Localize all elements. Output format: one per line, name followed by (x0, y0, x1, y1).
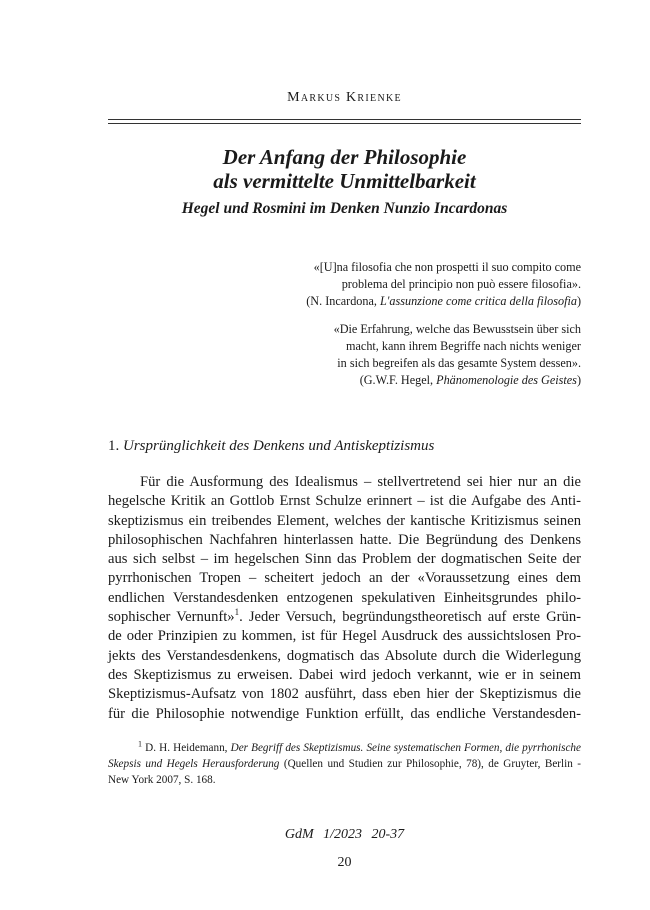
article-title-line1: Der Anfang der Philosophie (222, 145, 467, 169)
body-line: aus sich selbst – im hegelschen Sinn das Problem der dogmatischen Seite der (108, 551, 581, 568)
footnote-title-cont: Skepsis und Hegels Herausforderung (108, 758, 280, 770)
body-line (108, 608, 581, 627)
running-head: Markus Krienke (287, 90, 402, 105)
body-line: hegelsche Kritik an Gottlob Ernst Schulze erinnert – ist die Aufgabe des Anti- (108, 493, 581, 510)
epigraph-line: «Die Erfahrung, welche das Bewusstsein über sich (333, 322, 581, 336)
footnote-reference[interactable]: 1 (234, 607, 240, 618)
section-number: 1. (108, 438, 123, 454)
body-line: skeptizismus ein treibendes Element, welches der kantische Kritizismus seinen (108, 512, 581, 529)
epigraph-source (334, 372, 581, 389)
epigraph-source (306, 293, 581, 310)
epigraph-source-suffix: ) (576, 294, 581, 308)
body-line: pyrrhonischen Tropen – scheitert jedoch an der «Voraussetzung eines dem (108, 570, 581, 587)
page-number: 20 (337, 855, 352, 870)
epigraph-line: macht, kann ihrem Begriffe nach nichts weniger (346, 339, 581, 353)
header-rule-bottom (108, 123, 581, 124)
journal-reference: GdM 1/2023 20-37 (284, 827, 405, 842)
footnote-line: New York 2007, S. 168. (108, 774, 216, 786)
epigraph-line: in sich begreifen als das gesamte System dessen». (337, 356, 581, 370)
header-rule-top (108, 119, 581, 120)
epigraph-source-prefix: (N. Incardona, (306, 294, 381, 308)
epigraph-hegel (334, 321, 581, 389)
footnote-publisher: (Quellen und Studien zur Philosophie, 78), de Gruyter, Berlin - (279, 758, 581, 770)
footnote-line (108, 740, 581, 756)
body-line: Für die Ausformung des Idealismus – stellvertretend sei hier nur an die (140, 474, 581, 490)
section-title: Ursprünglichkeit des Denkens und Antiskeptizismus (123, 438, 435, 454)
body-line: philosophischen Nachfahren hinterlassen hatte. Die Begründung des Denkens (108, 531, 581, 548)
body-line: für die Philosophie notwendige Funktion erfüllt, das endliche Verstandesden- (108, 705, 581, 722)
section-heading (108, 438, 434, 455)
article-title-line2: als vermittelte Unmittelbarkeit (213, 169, 476, 193)
body-line-end: . Jeder Versuch, begründungstheoretisch auf erste Grün- (239, 609, 581, 626)
body-line: Skeptizismus-Aufsatz von 1802 ausführt, dass eben hier der Skeptizismus die (108, 686, 581, 703)
epigraph-line: problema del principio non può essere filosofia». (341, 277, 581, 291)
footnote-title: Der Begriff des Skeptizismus. Seine systematischen Formen, die pyrrhonische (230, 742, 581, 754)
epigraph-source-prefix: (G.W.F. Hegel, (359, 373, 437, 387)
epigraph-incardona (306, 259, 581, 310)
footnote-number: 1 (138, 739, 142, 749)
body-line: jekts des Verstandesdenkens, dogmatisch das Absolute durch die Widerlegung (108, 647, 581, 664)
body-line: de oder Prinzipien zu kommen, ist für Hegel Ausdruck des aussichtslosen Pro- (108, 628, 581, 645)
epigraph-source-suffix: ) (576, 373, 581, 387)
body-paragraph (108, 473, 581, 724)
body-line-start: sophischer Vernunft» (108, 609, 235, 626)
footnote-line (108, 756, 581, 772)
epigraph-source-title: Phänomenologie des Geistes (436, 373, 577, 387)
epigraph-source-title: L'assunzione come critica della filosofia (380, 294, 577, 308)
epigraph-line: «[U]na filosofia che non prospetti il suo compito come (313, 260, 581, 274)
body-line: endlichen Verstandesdenken entzogenen spekulativen Einheitsgrundes philo- (108, 589, 581, 606)
footnote (108, 740, 581, 788)
body-line: des Skeptizismus zu erweisen. Dabei wird jedoch verkannt, wie er in seinem (108, 666, 581, 683)
footnote-author: D. H. Heidemann, (142, 742, 231, 754)
article-subtitle: Hegel und Rosmini im Denken Nunzio Incardonas (181, 200, 508, 217)
